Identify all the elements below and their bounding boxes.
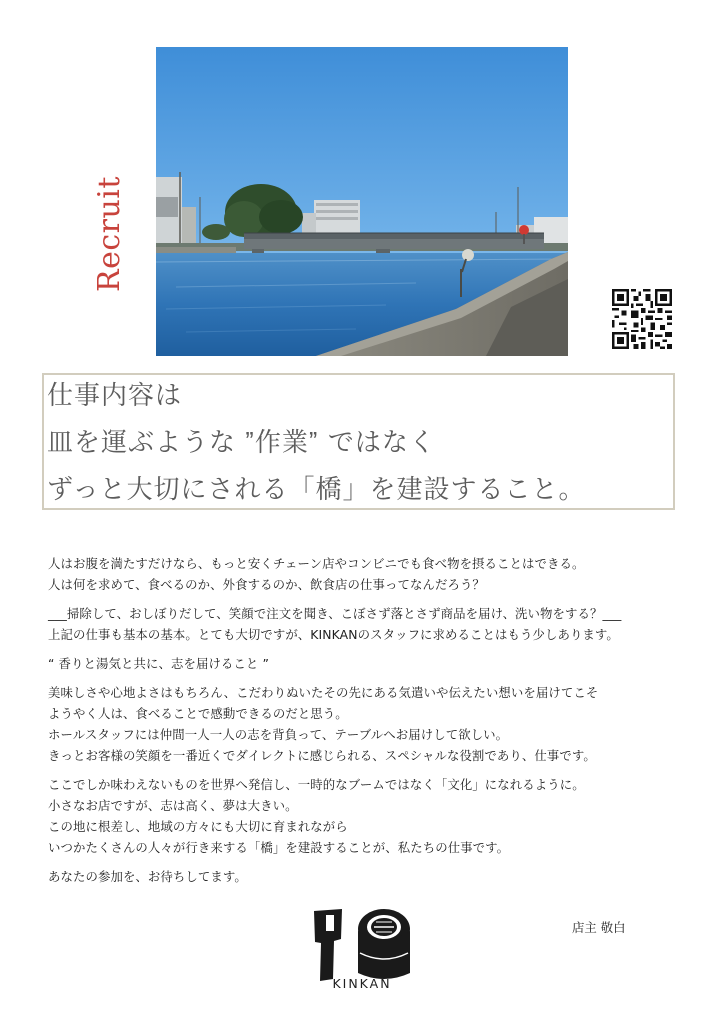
text-line: ここでしか味わえないものを世界へ発信し、一時的なブームではなく「文化」になれるように。: [48, 777, 585, 792]
paragraph-6: [48, 866, 678, 887]
paragraph-5: [48, 774, 678, 858]
text-line: この地に根差し、地域の方々にも大切に育まれながら: [48, 819, 348, 834]
river-bridge-photo: [156, 47, 568, 356]
owner-signature: 店主 敬白: [572, 920, 626, 935]
text-line: きっとお客様の笑顔を一番近くでダイレクトに感じられる、スペシャルな役割であり、仕事です。: [48, 748, 596, 763]
logo-wordmark: KINKAN: [332, 976, 392, 991]
headline-box: [42, 373, 675, 510]
text-line: ホールスタッフには仲間一人一人の志を背負って、テーブルへお届けして欲しい。: [48, 727, 509, 742]
text-line: 人はお腹を満たすだけなら、もっと安くチェーン店やコンビニでも食べ物を摂ることはできる。: [48, 556, 585, 571]
text-line: 上記の仕事も基本の基本。とても大切ですが、KINKANのスタッフに求めることはもう少しあります。: [48, 627, 619, 642]
body-text: [48, 553, 678, 895]
qr-code-icon[interactable]: [612, 289, 672, 349]
text-line: ようやく人は、食べることで感動できるのだと思う。: [48, 706, 348, 721]
paragraph-1: [48, 553, 678, 595]
text-line: あなたの参加を、お待ちしてます。: [48, 869, 247, 884]
paragraph-3: [48, 653, 678, 674]
text-line: ___掃除して、おしぼりだして、笑顔で注文を聞き、こぼさず落とさず商品を届け、洗い物をする？___: [48, 606, 622, 621]
paragraph-2: [48, 603, 678, 645]
text-line: 人は何を求めて、食べるのか、外食するのか、飲食店の仕事ってなんだろう？: [48, 577, 485, 592]
text-line: 小さなお店ですが、志は高く、夢は大きい。: [48, 798, 298, 813]
text-line: いつかたくさんの人々が行き来する「橋」を建設することが、私たちの仕事です。: [48, 840, 510, 855]
headline-line-2: 皿を運ぶような ˮ作業ˮ ではなく: [47, 428, 436, 458]
text-line: “ 香りと湯気と共に、志を届けること ”: [48, 656, 269, 671]
text-line: 美味しさや心地よさはもちろん、こだわりぬいたその先にある気遣いや伝えたい想いを届けてこそ: [48, 685, 599, 700]
headline-line-3: ずっと大切にされる「橋」を建設すること。: [47, 475, 586, 505]
headline-line-1: 仕事内容は: [47, 381, 183, 411]
paragraph-4: [48, 682, 678, 766]
